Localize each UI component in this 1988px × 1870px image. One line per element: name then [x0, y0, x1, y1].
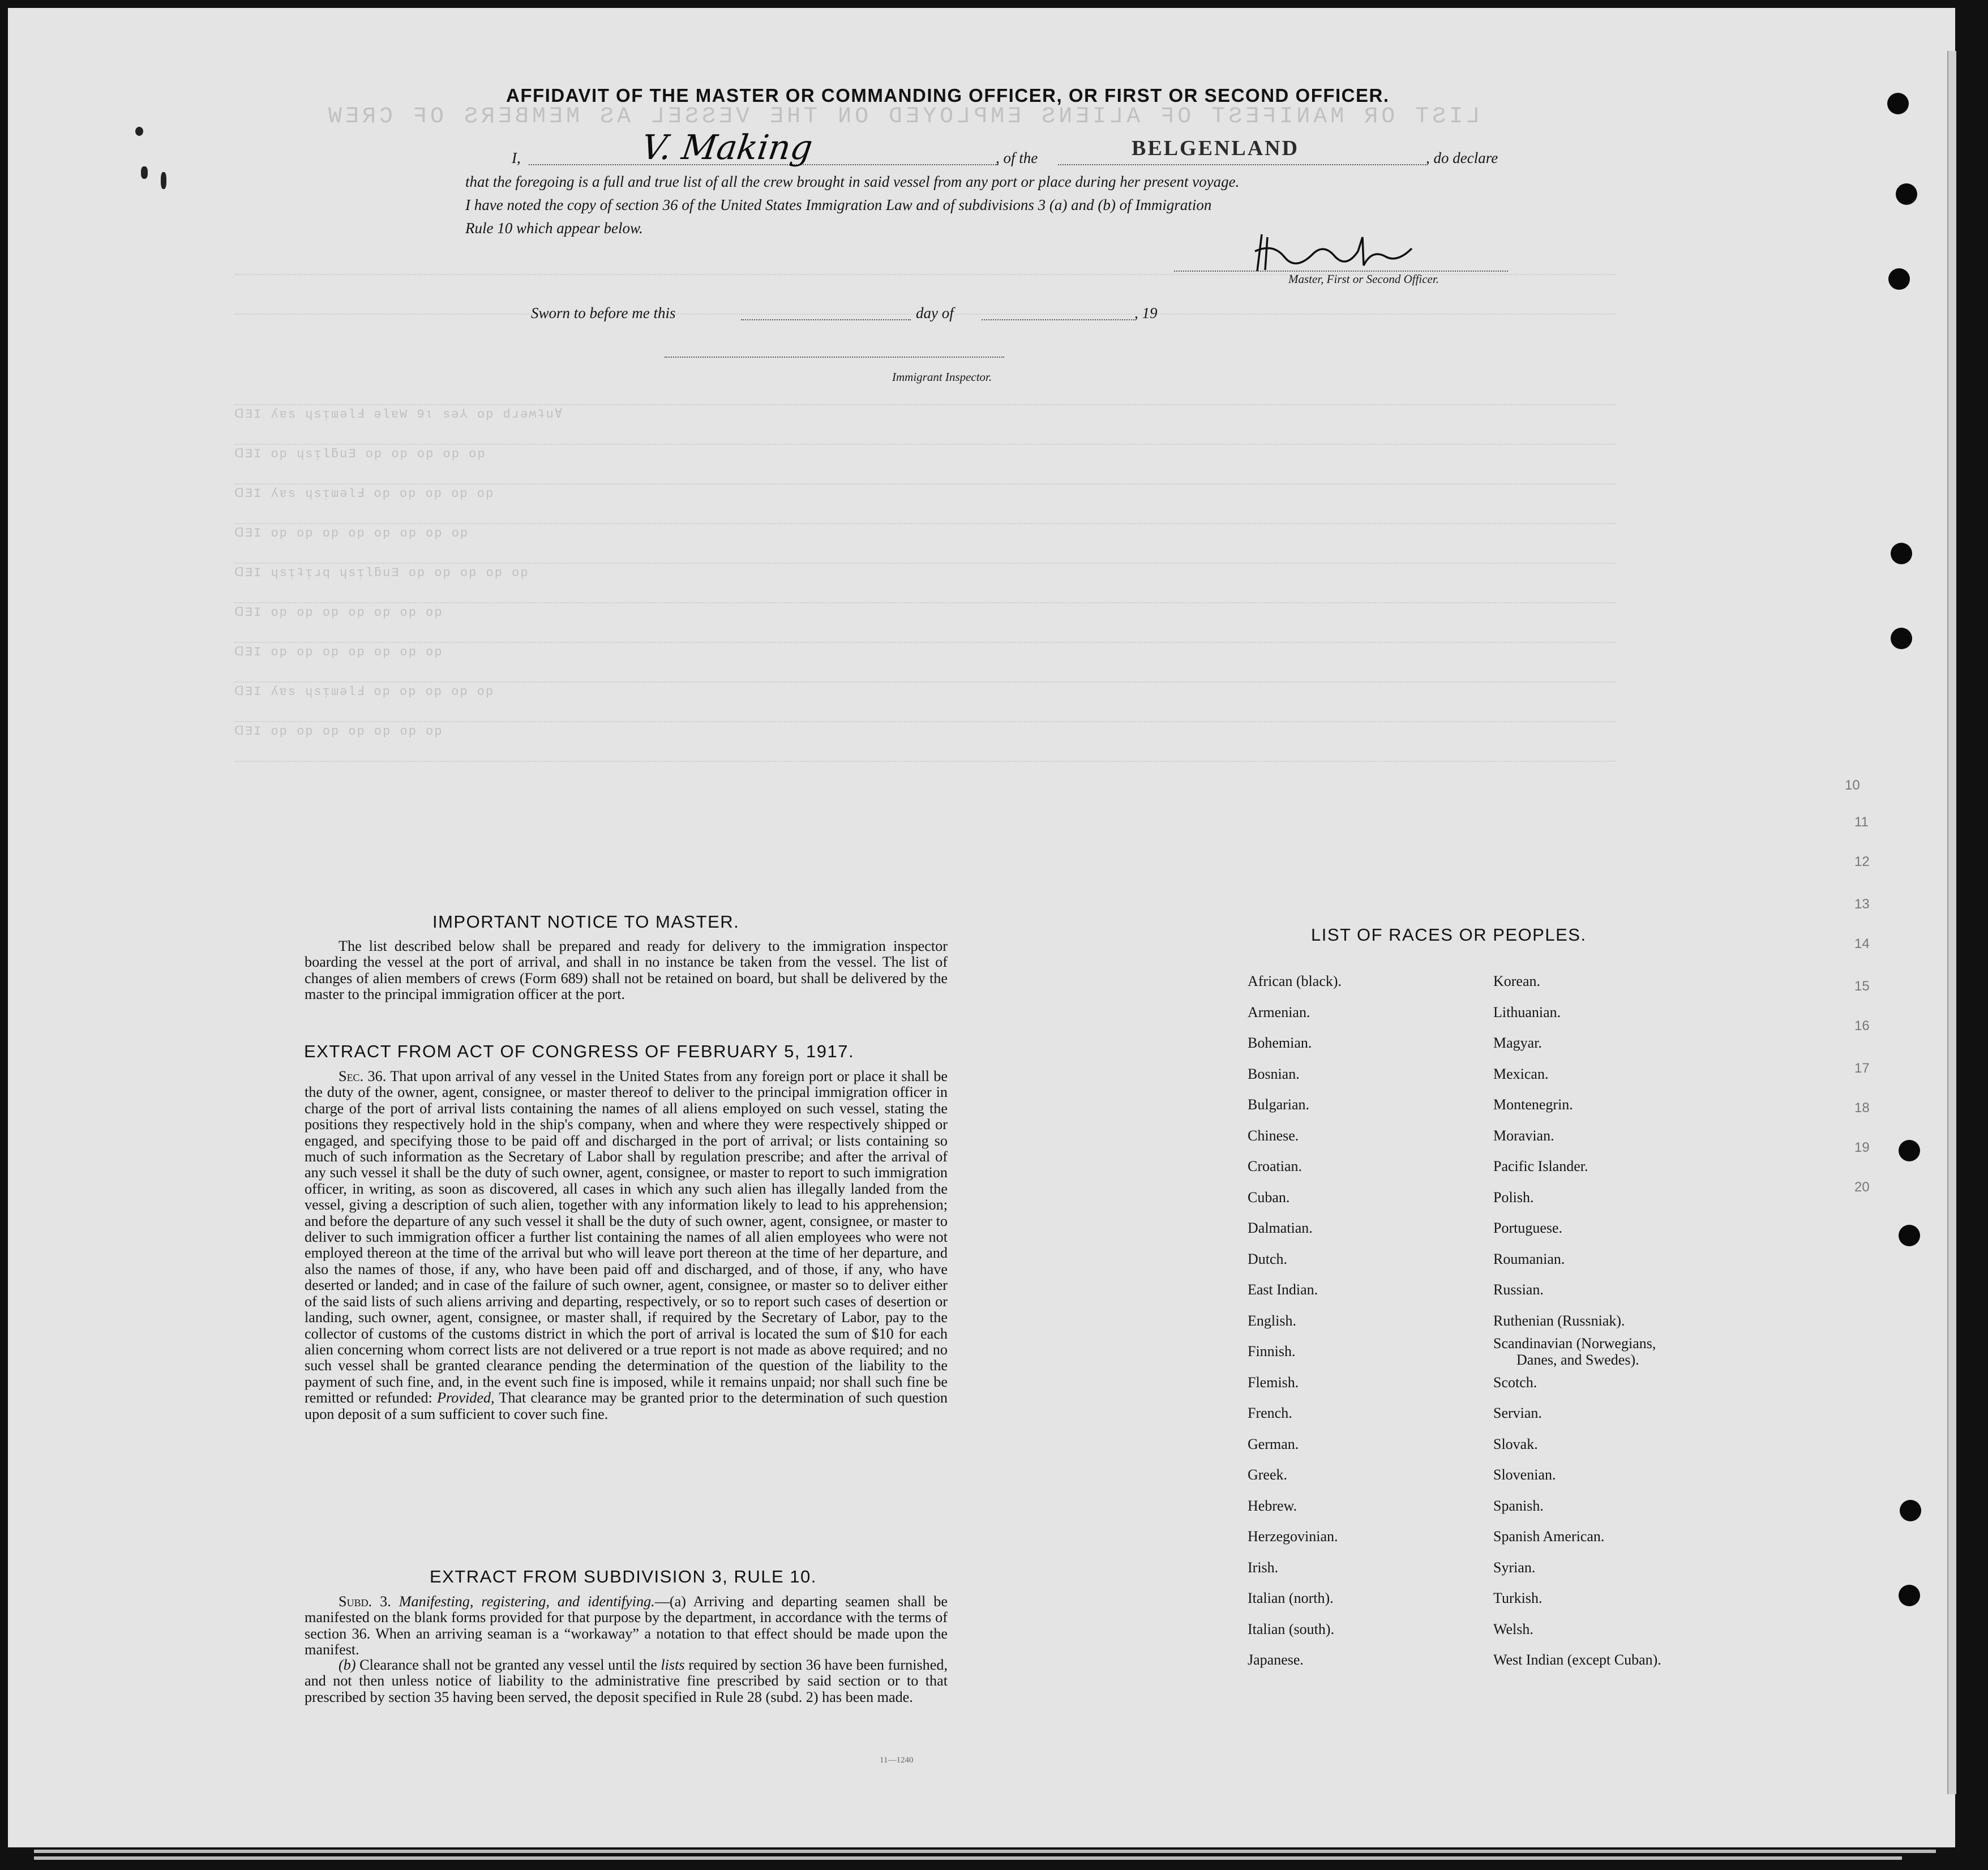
- binder-hole: [1891, 628, 1912, 649]
- ink-speck: [161, 172, 166, 189]
- race-left-item: Cuban.: [1248, 1189, 1290, 1206]
- subd-para-a-text: —(a) Arriving and departing seamen shall be manifested on the blank forms provided for that purpose by the department, in accordance with the terms of section 36. When an arriving seaman is a “workaway” a notation to that effect should be made upon the manifest.: [305, 1593, 948, 1658]
- binder-hole: [1887, 93, 1909, 114]
- binder-hole: [1900, 1500, 1921, 1521]
- extract-rule-para-b: [305, 1657, 948, 1705]
- subd-heading: Manifesting, registering, and identifying.: [399, 1593, 655, 1610]
- race-left-item: Bosnian.: [1248, 1066, 1300, 1082]
- race-left-item: Flemish.: [1248, 1374, 1299, 1391]
- race-left-item: Italian (south).: [1248, 1621, 1335, 1637]
- binder-hole: [1899, 1140, 1920, 1161]
- race-left-item: Japanese.: [1248, 1652, 1304, 1668]
- race-left-item: Hebrew.: [1248, 1498, 1297, 1514]
- extract-act-body: [305, 1069, 948, 1422]
- section-36-text-2: That clearance may be granted prior to the determination of such question upon deposit of a sum sufficient to cover such fine.: [305, 1389, 948, 1422]
- race-left-item: African (black).: [1248, 973, 1342, 989]
- race-right-item: Scotch.: [1493, 1374, 1537, 1391]
- affidavit-of-the-label: , of the: [996, 149, 1038, 166]
- race-left-item: Irish.: [1248, 1559, 1279, 1576]
- binder-hole: [1899, 1585, 1920, 1606]
- race-right-item: Lithuanian.: [1493, 1004, 1561, 1020]
- race-left-item: Bulgarian.: [1248, 1096, 1310, 1113]
- affidavit-line-3: I have noted the copy of section 36 of the United States Immigration Law and of subdivisions 3 (a) and (b) of Immigration: [465, 196, 1212, 213]
- race-right-item: Pacific Islander.: [1493, 1158, 1588, 1174]
- race-left-item: German.: [1248, 1436, 1299, 1452]
- section-label: Sec. 36.: [339, 1068, 387, 1084]
- bleed-through-manifest: LIST OR MANIFEST OF ALIENS EMPLOYED ON THE VESSEL AS MEMBERS OF CREW ᗡƎI ʎɐs ɥsᴉɯǝlℲ ǝlɐW 9ɩ sǝ⅄ op dɹǝʍʇuⱯ ᗡƎI op ɥsᴉlƃuƎ op op op op op ᗡƎI ʎɐs ɥsᴉɯǝlℲ op op op op op ᗡƎI op op op op op op op op ᗡƎI ɥsᴉʇᴉɹq ɥsᴉlƃuƎ op op op op op ᗡƎI op op op op op op op ᗡƎI op op op op op op op ᗡƎI ʎɐs ɥsᴉɯǝlℲ op op op op op ᗡƎI op op op op op op op: [8, 8, 1955, 857]
- race-right-item: West Indian (except Cuban).: [1493, 1652, 1661, 1668]
- master-name-handwritten: V. Making: [639, 128, 815, 168]
- binder-hole: [1899, 1225, 1920, 1246]
- page-stack-edge: [34, 1850, 1936, 1853]
- sworn-label: Sworn to before me this: [531, 304, 676, 321]
- race-right-item: Danes, and Swedes).: [1516, 1352, 1639, 1368]
- race-left-item: French.: [1248, 1405, 1292, 1421]
- officer-signature: [1250, 226, 1420, 280]
- sworn-year: , 19: [1134, 304, 1158, 321]
- extract-act-title: EXTRACT FROM ACT OF CONGRESS OF FEBRUARY 5, 1917.: [304, 1041, 855, 1061]
- document-page: LIST OR MANIFEST OF ALIENS EMPLOYED ON THE VESSEL AS MEMBERS OF CREW ᗡƎI ʎɐs ɥsᴉɯǝlℲ ǝlɐW 9ɩ sǝ⅄ op dɹǝʍʇuⱯ ᗡƎI op ɥsᴉlƃuƎ op op op op op ᗡƎI ʎɐs ɥsᴉɯǝlℲ op op op op op ᗡƎI op op op op op op op op ᗡƎI ɥsᴉʇᴉɹq ɥsᴉlƃuƎ op op op op op ᗡƎI op op op op op op op ᗡƎI op op op op op op op ᗡƎI ʎɐs ɥsᴉɯǝlℲ op op op op op ᗡƎI op op op op op op op 10 11 12 13 14 15 16 17 18 19 20 AFFIDAVIT OF THE MASTER OR COMMANDING OFFICER, OR FIRST OR SECOND OFFICER. I, V. Making , of the BELGENLAND , do declare that the foregoing is a full and true list of all the crew brought in said vessel from any port or place during her present voyage. I have noted the copy of section 36 of the United States Immigration Law and of subdivisions 3 (a) and (b) of Immigration Rule 10 which appear below. Master, First or Second Officer. Sworn to before me this day of , 19 Immigrant Inspector. IMPORTANT NOTICE TO MASTER. The list described below shall be prepared and ready for delivery to the immigration inspector boarding the vessel at the port of arrival, and shall in no instance be taken from the vessel. The list of changes of alien members of crews (Form 689) shall not be retained on board, but shall be delivered by the master to the principal immigration officer at the port. EXTRACT FROM ACT OF CONGRESS OF FEBRUARY 5, 1917. Sec. 36. That upon arrival of any vessel in the United States from any foreign port or place it shall be the duty of the owner, agent, consignee, or master thereof to deliver to the principal immigration officer in charge of the port of arrival lists containing the names of all aliens employed on such vessel, stating the positions they respectively hold in the ship's company, when and where they were respectively shipped or engaged, and specifying those to be paid off and discharged in the port of arrival; or lists containing so much of such information as the Secretary of Labor shall by regulation prescribe; and after the arrival of any such vessel it shall be the duty of such owner, agent, consignee, or master to report to such immigration officer, in writing, as soon as discovered, all cases in which any such alien has illegally landed from the vessel, giving a description of such alien, together with any information likely to lead to his apprehension; and before the departure of any such vessel it shall be the duty of such owner, agent, consignee, or master to deliver to such immigration officer a further list containing the names of all alien employees who were not employed thereon at the time of the arrival but who will leave port thereon at the time of her departure, and also the names of those, if any, who have been paid off and discharged, and of those, if any, who have deserted or landed; and in case of the failure of such owner, agent, consignee, or master so to deliver either of the said lists of such aliens arriving and departing, respectively, or so to report such cases of desertion or landing, such owner, agent, consignee, or master shall, if required by the Secretary of Labor, pay to the collector of customs of the customs district in which the port of arrival is located the sum of $10 for each alien concerning whom correct lists are not delivered or a true report is not made as above required; and no such vessel shall be granted clearance pending the determination of the question of the liability to the payment of such fine, and, in the event such fine is imposed, while it remains unpaid; nor shall such fine be remitted or refunded: Provided, That clearance may be granted prior to the determination of such question upon deposit of a sum sufficient to cover such fine. EXTRACT FROM SUBDIVISION 3, RULE 10. Subd. 3. Manifesting, registering, and identifying.—(a) Arriving and departing seamen shall be manifested on the blank forms provided for that purpose by the department, in accordance with the terms of section 36. When an arriving seaman is a “workaway” a notation to that effect should be made upon the manifest. (b) Clearance shall not be granted any vessel until the lists required by section 36 have been furnished, and not then unless notice of liability to the administrative fine prescribed by said section or to that prescribed by section 35 having been served, the deposit specified in Rule 28 (subd. 2) has been made. 11—1240 LIST OF RACES OR PEOPLES. African (black). Armenian. Bohemian. Bosnian. Bulgarian. Chinese. Croatian. Cuban. Dalmatian. Dutch. East Indian. English. Finnish. Flemish. French. German. Greek. Hebrew. Herzegovinian. Irish. Italian (north). Italian (south). Japanese. Korean. Lithuanian. Magyar. Mexican. Montenegrin. Moravian. Pacific Islander. Polish. Portuguese. Roumanian. Russian. Ruthenian (Russniak). Scandinavian (Norwegians, Danes, and Swedes). Scotch. Servian. Slovak. Slovenian. Spanish. Spanish American. Syrian. Turkish. Welsh. West Indian (except Cuban).: [8, 8, 1955, 1847]
- notice-body: The list described below shall be prepared and ready for delivery to the immigration inspector boarding the vessel at the port of arrival, and shall in no instance be taken from the vessel. The list of changes of alien members of crews (Form 689) shall not be retained on board, but shall be delivered by the master to the principal immigration officer at the port.: [305, 938, 948, 1003]
- race-right-item: Moravian.: [1493, 1127, 1554, 1144]
- subd-label: Subd. 3.: [339, 1593, 391, 1610]
- page-stack-edge: [34, 1856, 1902, 1860]
- binder-hole: [1896, 183, 1917, 205]
- race-left-item: Dalmatian.: [1248, 1220, 1313, 1236]
- race-right-item: Magyar.: [1493, 1035, 1542, 1051]
- race-right-item: Syrian.: [1493, 1559, 1536, 1576]
- para-b-label: (b): [339, 1657, 356, 1673]
- race-right-item: Montenegrin.: [1493, 1096, 1573, 1113]
- para-b-lists: lists: [661, 1657, 685, 1673]
- race-right-item: Slovenian.: [1493, 1466, 1556, 1483]
- binder-hole: [1888, 268, 1910, 290]
- race-right-item: Servian.: [1493, 1405, 1542, 1421]
- page-edge: [1947, 51, 1956, 1794]
- race-left-item: Herzegovinian.: [1248, 1528, 1338, 1545]
- race-right-item: Ruthenian (Russniak).: [1493, 1313, 1625, 1329]
- race-left-item: East Indian.: [1248, 1281, 1318, 1298]
- race-right-item: Slovak.: [1493, 1436, 1538, 1452]
- ink-speck: [135, 127, 143, 136]
- race-right-item: Roumanian.: [1493, 1251, 1565, 1267]
- affidavit-do-declare: , do declare: [1426, 149, 1498, 166]
- sworn-month-line: [982, 318, 1134, 320]
- race-right-item: Welsh.: [1493, 1621, 1533, 1637]
- race-left-item: Bohemian.: [1248, 1035, 1312, 1051]
- race-right-item: Russian.: [1493, 1281, 1544, 1298]
- vessel-name-line: [1058, 163, 1426, 165]
- races-title: LIST OF RACES OR PEOPLES.: [1311, 925, 1587, 945]
- binder-hole: [1891, 543, 1912, 564]
- race-left-item: Italian (north).: [1248, 1590, 1334, 1606]
- race-left-item: Croatian.: [1248, 1158, 1303, 1174]
- affidavit-i-label: I,: [512, 149, 521, 166]
- extract-rule-para-a: [305, 1594, 948, 1658]
- extract-rule-title: EXTRACT FROM SUBDIVISION 3, RULE 10.: [430, 1567, 817, 1586]
- ink-speck: [141, 166, 148, 179]
- inspector-caption: Immigrant Inspector.: [892, 370, 992, 384]
- para-b-text-2: required by section 36 have been furnished, and not then unless notice of liability to the administrative fine prescribed by said section or to that prescribed by section 35 having been served, the deposit specified in Rule 28 (subd. 2) has been made.: [305, 1657, 948, 1705]
- race-right-item: Korean.: [1493, 973, 1541, 989]
- race-left-item: Armenian.: [1248, 1004, 1310, 1020]
- form-number: 11—1240: [880, 1756, 914, 1765]
- race-right-item: Scandinavian (Norwegians,: [1493, 1335, 1656, 1352]
- sworn-day-of: day of: [916, 304, 954, 321]
- vessel-name-stamp: BELGENLAND: [1132, 136, 1300, 160]
- sworn-day-line: [741, 318, 911, 320]
- signature-caption: Master, First or Second Officer.: [1288, 272, 1439, 286]
- provided-word: Provided,: [437, 1389, 495, 1406]
- race-left-item: Greek.: [1248, 1466, 1288, 1483]
- para-b-text-1: Clearance shall not be granted any vessel until the: [359, 1657, 657, 1673]
- affidavit-line-2: that the foregoing is a full and true list of all the crew brought in said vessel from any port or place during her present voyage.: [465, 173, 1240, 190]
- race-left-item: Finnish.: [1248, 1343, 1296, 1359]
- race-left-item: Dutch.: [1248, 1251, 1288, 1267]
- race-right-item: Polish.: [1493, 1189, 1534, 1206]
- affidavit-line-4: Rule 10 which appear below.: [465, 220, 643, 237]
- race-right-item: Portuguese.: [1493, 1220, 1563, 1236]
- race-right-item: Turkish.: [1493, 1590, 1543, 1606]
- race-right-item: Spanish American.: [1493, 1528, 1605, 1545]
- notice-title: IMPORTANT NOTICE TO MASTER.: [432, 912, 740, 932]
- race-right-item: Mexican.: [1493, 1066, 1549, 1082]
- race-left-item: English.: [1248, 1313, 1296, 1329]
- race-right-item: Spanish.: [1493, 1498, 1544, 1514]
- race-left-item: Chinese.: [1248, 1127, 1299, 1144]
- section-36-text-1: That upon arrival of any vessel in the United States from any foreign port or place it shall be the duty of the owner, agent, consignee, or master thereof to deliver to the principal immigration officer in charge of the port of arrival lists containing the names of all aliens employed on such vessel, stating the positions they respectively hold in the ship's company, when and where they were respectively shipped or engaged, and specifying those to be paid off and discharged in the port of arrival; or lists containing so much of such information as the Secretary of Labor shall by regulation prescribe; and after the arrival of any such vessel it shall be the duty of such owner, agent, consignee, or master to report to such immigration officer, in writing, as soon as discovered, all cases in which any such alien has illegally landed from the vessel, giving a description of such alien, together with any information likely to lead to his apprehension; and before the departure of any such vessel it shall be the duty of such owner, agent, consignee, or master to deliver to such immigration officer a further list containing the names of all alien employees who were not employed thereon at the time of the arrival but who will leave port thereon at the time of her departure, and also the names of those, if any, who have been paid off and discharged, and of those, if any, who have deserted or landed; and in case of the failure of such owner, agent, consignee, or master so to deliver either of the said lists of such aliens arriving and departing, respectively, or so to report such cases of desertion or landing, such owner, agent, consignee, or master shall, if required by the Secretary of Labor, pay to the collector of customs of the customs district in which the port of arrival is located the sum of $10 for each alien concerning whom correct lists are not delivered or a true report is not made as above required; and no such vessel shall be granted clearance pending the determination of the question of the liability to the payment of such fine, and, in the event such fine is imposed, while it remains unpaid; nor shall such fine be remitted or refunded:: [305, 1068, 948, 1406]
- affidavit-title: AFFIDAVIT OF THE MASTER OR COMMANDING OFFICER, OR FIRST OR SECOND OFFICER.: [506, 85, 1390, 106]
- inspector-signature-line: [665, 355, 1004, 358]
